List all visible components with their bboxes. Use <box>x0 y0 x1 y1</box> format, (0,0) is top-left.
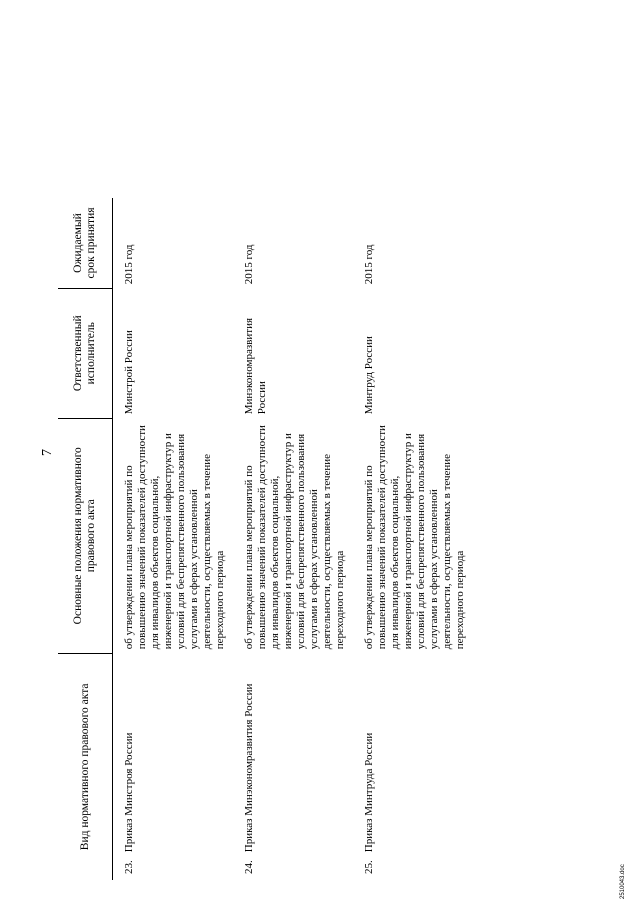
row-executor: Минтруд России <box>363 336 375 415</box>
row-deadline: 2015 год <box>363 244 375 285</box>
row-number: 24. <box>243 860 255 874</box>
acts-table <box>58 198 473 880</box>
header-provisions: Основные положения нормативного правового акта <box>58 418 113 653</box>
file-code: 2510043.doc <box>620 864 626 899</box>
header-kind: Вид нормативного правового акта <box>58 653 113 880</box>
row-kind: Приказ Минстроя России <box>123 732 135 853</box>
page-number: 7 <box>40 449 55 456</box>
row-kind: Приказ Минэкономразвития России <box>243 683 255 853</box>
row-executor: Минстрой России <box>123 330 135 415</box>
table-row <box>113 198 234 880</box>
row-provisions: об утверждении плана мероприятий по повышению значений показателей доступности для инвалидов объектов социальной, инженерной и транспортной инфраструктур и условий для беспрепятственного пользования услугами в сферах установленной деятельности, осуществляемых в течение переходного периода <box>243 425 346 650</box>
table-row <box>233 198 353 880</box>
table-row <box>353 198 473 880</box>
row-provisions: об утверждении плана мероприятий по повышению значений показателей доступности для инвалидов объектов социальной, инженерной и транспортной инфраструктур и условий для беспрепятственного пользования услугами в сферах установленной деятельности, осуществляемых в течение переходного периода <box>363 425 466 650</box>
table-header-row <box>58 198 113 880</box>
row-executor: Минэкономразвития России <box>243 317 268 415</box>
row-number: 25. <box>363 860 375 874</box>
row-deadline: 2015 год <box>123 244 135 285</box>
header-executor: Ответственный исполнитель <box>58 288 113 418</box>
row-deadline: 2015 год <box>243 244 255 285</box>
row-kind: Приказ Минтруда России <box>363 732 375 853</box>
row-provisions: об утверждении плана мероприятий по повышению значений показателей доступности для инвалидов объектов социальной, инженерной и транспортной инфраструктур и условий для беспрепятственного пользования услугами в сферах установленной деятельности, осуществляемых в течение переходного периода <box>123 425 226 650</box>
header-deadline: Ожидаемый срок принятия <box>58 198 113 288</box>
row-number: 23. <box>123 860 135 874</box>
